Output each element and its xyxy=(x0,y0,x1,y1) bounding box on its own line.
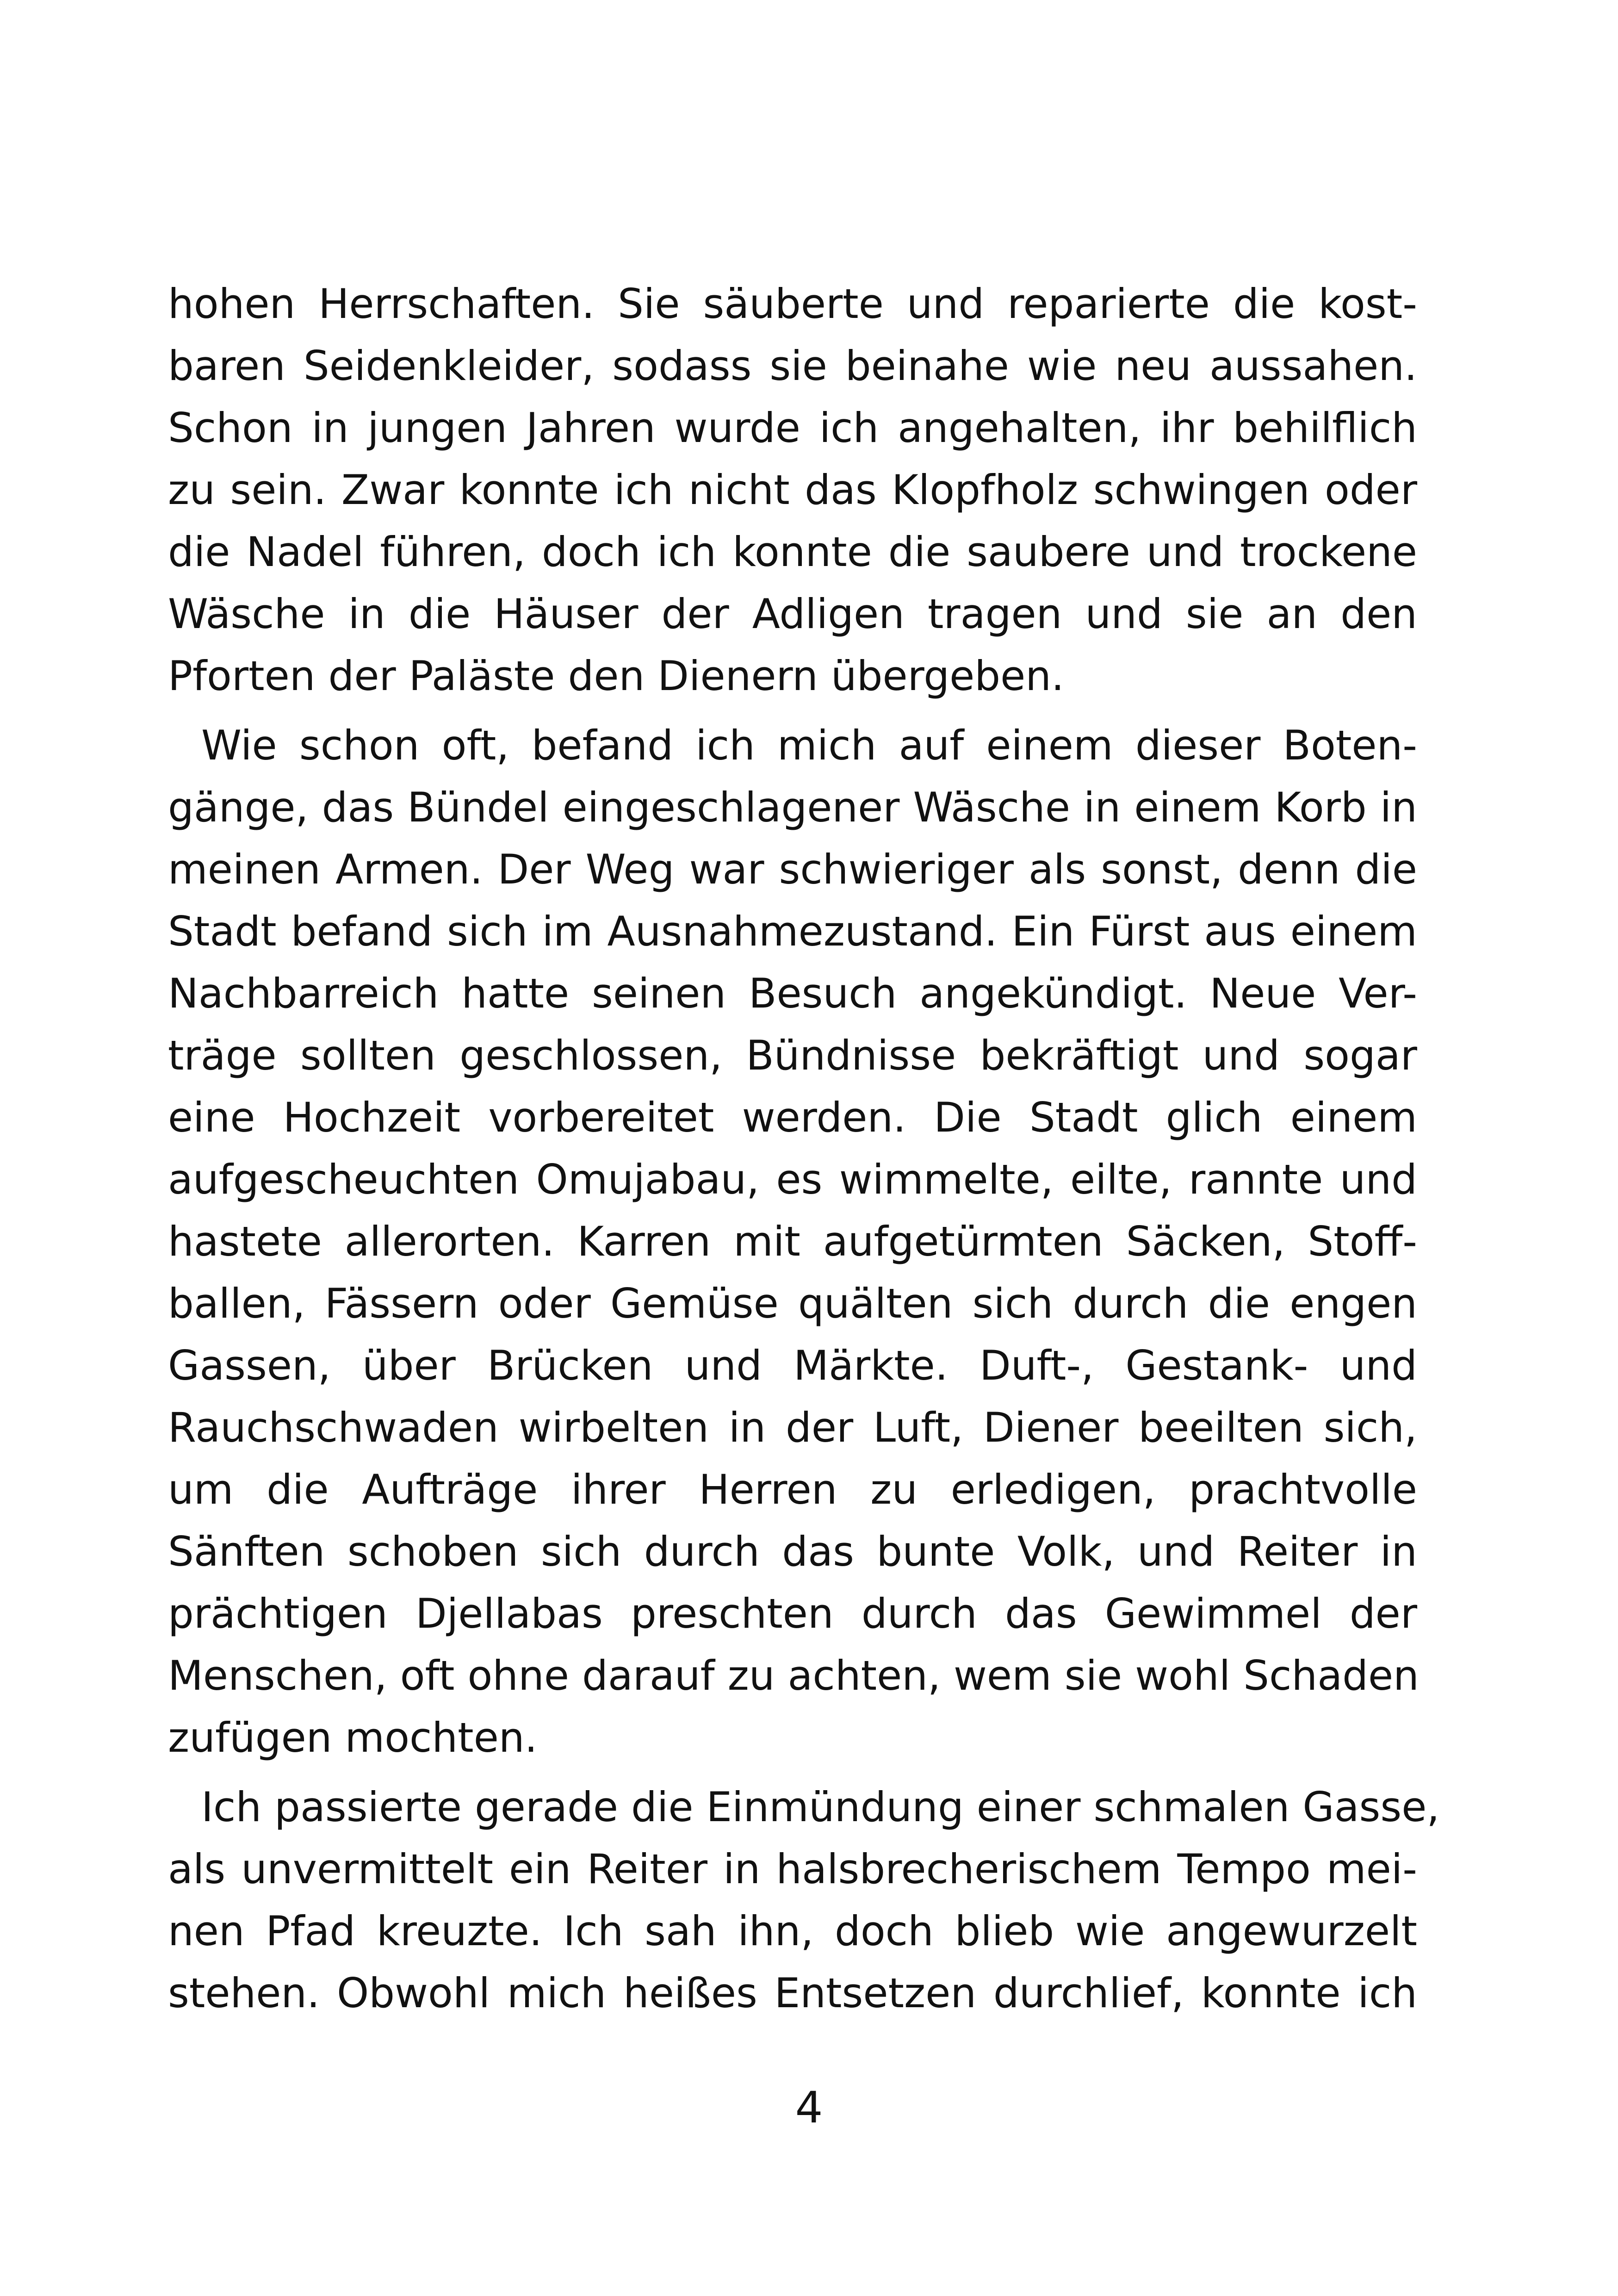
paragraph-3 xyxy=(168,1776,1440,2024)
text-line: ballen, Fässern oder Gemüse quälten sich durch die engen xyxy=(168,1280,1417,1327)
text-line: Pforten der Paläste den Dienern übergeben. xyxy=(168,652,1065,700)
text-line: baren Seidenkleider, sodass sie beinahe wie neu aussahen. xyxy=(168,342,1417,390)
text-line: die Nadel führen, doch ich konnte die saubere und trockene xyxy=(168,528,1417,576)
text-line: nen Pfad kreuzte. Ich sah ihn, doch blieb wie angewurzelt xyxy=(168,1907,1417,1955)
text-line: Nachbarreich hatte seinen Besuch angekündigt. Neue Ver- xyxy=(168,970,1417,1017)
body-text xyxy=(168,273,1440,2024)
text-line: hastete allerorten. Karren mit aufgetürmten Säcken, Stoff- xyxy=(168,1218,1417,1265)
paragraph-1 xyxy=(168,273,1417,707)
text-line: Ich passierte gerade die Einmündung einer schmalen Gasse, xyxy=(201,1783,1440,1831)
text-line: hohen Herrschaften. Sie säuberte und reparierte die kost- xyxy=(168,280,1417,328)
text-line: Schon in jungen Jahren wurde ich angehalten, ihr behilflich xyxy=(168,404,1417,452)
text-line: gänge, das Bündel eingeschlagener Wäsche in einem Korb in xyxy=(168,784,1417,831)
text-line: Wäsche in die Häuser der Adligen tragen und sie an den xyxy=(168,590,1417,638)
text-line: Sänften schoben sich durch das bunte Volk, und Reiter in xyxy=(168,1528,1417,1575)
text-line: Menschen, oft ohne darauf zu achten, wem sie wohl Schaden xyxy=(168,1652,1419,1699)
text-line: Wie schon oft, befand ich mich auf einem dieser Boten- xyxy=(201,722,1417,769)
paragraph-2 xyxy=(168,715,1417,1769)
text-line: als unvermittelt ein Reiter in halsbrecherischem Tempo mei- xyxy=(168,1845,1417,1893)
text-line: träge sollten geschlossen, Bündnisse bekräftigt und sogar xyxy=(168,1032,1417,1079)
text-line: prächtigen Djellabas preschten durch das Gewimmel der xyxy=(168,1590,1417,1637)
text-line: zufügen mochten. xyxy=(168,1714,538,1761)
text-line: meinen Armen. Der Weg war schwieriger als sonst, denn die xyxy=(168,846,1417,893)
text-line: zu sein. Zwar konnte ich nicht das Klopfholz schwingen oder xyxy=(168,466,1417,514)
text-line: Rauchschwaden wirbelten in der Luft, Diener beeilten sich, xyxy=(168,1404,1417,1451)
page-number: 4 xyxy=(795,2083,823,2133)
paragraph-spacer xyxy=(168,707,1417,715)
text-line: stehen. Obwohl mich heißes Entsetzen durchlief, konnte ich xyxy=(168,1969,1417,2017)
text-line: aufgescheuchten Omujabau, es wimmelte, eilte, rannte und xyxy=(168,1156,1417,1203)
text-line: um die Aufträge ihrer Herren zu erledigen, prachtvolle xyxy=(168,1466,1417,1513)
text-line: eine Hochzeit vorbereitet werden. Die Stadt glich einem xyxy=(168,1094,1417,1141)
text-line: Gassen, über Brücken und Märkte. Duft-, Gestank- und xyxy=(168,1342,1417,1389)
paragraph-spacer xyxy=(168,1769,1417,1776)
text-line: Stadt befand sich im Ausnahmezustand. Ein Fürst aus einem xyxy=(168,908,1417,955)
